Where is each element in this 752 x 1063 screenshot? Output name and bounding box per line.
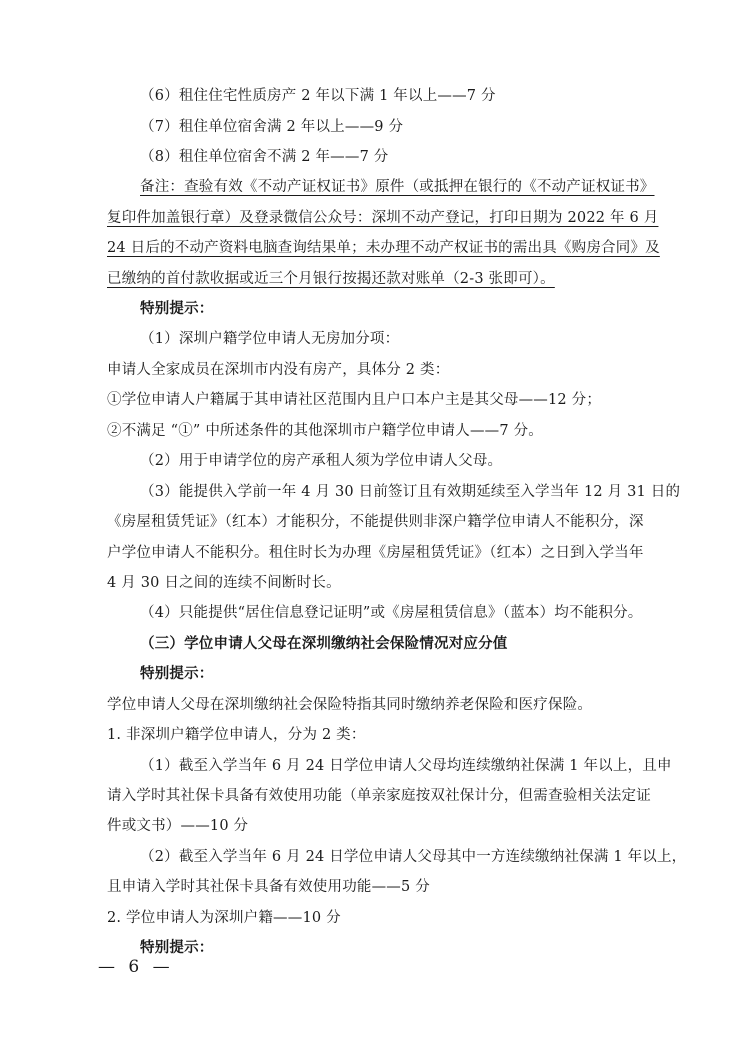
tip-3-line-4: 4 月 30 日之间的连续不间断时长。 xyxy=(107,575,341,591)
non-shenzhen-heading: 1. 非深圳户籍学位申请人，分为 2 类： xyxy=(107,727,366,743)
non-shenzhen-1-line-2: 请入学时其社保卡具备有效使用功能（单亲家庭按双社保计分，但需查验相关法定证 xyxy=(107,788,651,804)
shenzhen-hukou-item: 2. 学位申请人为深圳户籍——10 分 xyxy=(107,910,341,926)
note-line-4: 已缴纳的首付款收据或近三个月银行按揭还款对账单（2-3 张即可）。 xyxy=(107,271,555,287)
non-shenzhen-1-line-3: 件或文书）——10 分 xyxy=(107,818,249,834)
item-7: （7）租住单位宿舍满 2 年以上——9 分 xyxy=(140,119,404,135)
section-3-heading: （三）学位申请人父母在深圳缴纳社会保险情况对应分值 xyxy=(140,635,508,652)
tip-1-detail: 申请人全家成员在深圳市内没有房产，具体分 2 类： xyxy=(107,362,450,378)
non-shenzhen-2-line-2: 且申请入学时其社保卡具备有效使用功能——5 分 xyxy=(107,879,430,895)
note-line-2: 复印件加盖银行章）及登录微信公众号：深圳不动产登记，打印日期为 2022 年 6 月 xyxy=(107,210,659,226)
tip-3-line-1: （3）能提供入学前一年 4 月 30 日前签订且有效期延续至入学当年 12 月 31 日的 xyxy=(140,484,681,500)
non-shenzhen-1-line-1: （1）截至入学当年 6 月 24 日学位申请人父母均连续缴纳社保满 1 年以上，且申 xyxy=(140,758,672,774)
page-number: — 6 — xyxy=(98,957,174,977)
tip-4: （4）只能提供“居住信息登记证明”或《房屋租赁信息》（蓝本）均不能积分。 xyxy=(140,605,643,621)
tip-1-category-2: ②不满足 “①” 中所述条件的其他深圳市户籍学位申请人——7 分。 xyxy=(107,423,543,439)
item-6: （6）租住住宅性质房产 2 年以下满 1 年以上——7 分 xyxy=(140,88,496,104)
note-line-1: 备注：查验有效《不动产证权证书》原件（或抵押在银行的《不动产证权证书》 xyxy=(140,179,655,195)
tip-1-category-1: ①学位申请人户籍属于其申请社区范围内且户口本户主是其父母——12 分； xyxy=(107,392,602,408)
special-tip-heading-3: 特别提示： xyxy=(140,939,214,956)
tip-3-line-3: 户学位申请人不能积分。租住时长为办理《房屋租赁凭证》（红本）之日到入学当年 xyxy=(107,545,644,561)
special-tip-heading-2: 特别提示： xyxy=(140,665,214,682)
tip-3-line-2: 《房屋租赁凭证》（红本）才能积分，不能提供则非深户籍学位申请人不能积分，深 xyxy=(107,514,644,530)
item-8: （8）租住单位宿舍不满 2 年——7 分 xyxy=(140,149,389,165)
tip-1: （1）深圳户籍学位申请人无房加分项： xyxy=(140,331,400,347)
special-tip-heading: 特别提示： xyxy=(140,300,214,317)
tip-2: （2）用于申请学位的房产承租人须为学位申请人父母。 xyxy=(140,453,503,469)
social-insurance-definition: 学位申请人父母在深圳缴纳社会保险特指其同时缴纳养老保险和医疗保险。 xyxy=(107,697,593,713)
note-line-3: 24 日后的不动产资料电脑查询结果单；未办理不动产权证书的需出具《购房合同》及 xyxy=(107,240,660,256)
non-shenzhen-2-line-1: （2）截至入学当年 6 月 24 日学位申请人父母其中一方连续缴纳社保满 1 年以上， xyxy=(140,849,687,865)
